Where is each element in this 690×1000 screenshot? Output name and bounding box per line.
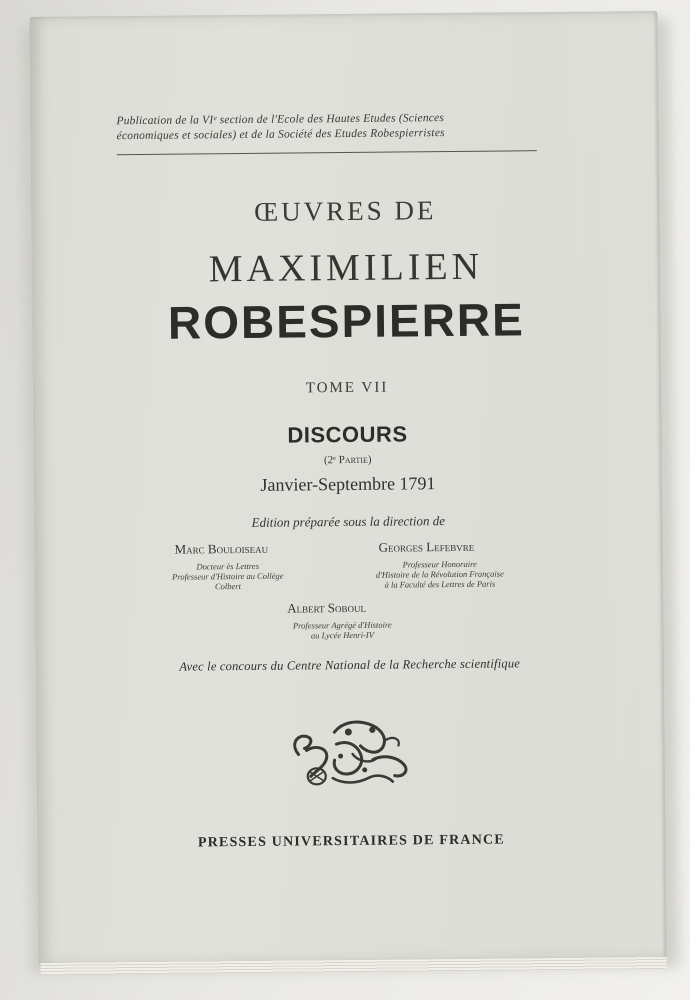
editor-name-bouloiseau: Marc Bouloiseau (174, 540, 269, 557)
publication-line-2: économiques et sociales) et de la Société des Etudes Robespierristes (116, 127, 445, 143)
cnrs-support-line: Avec le concours du Centre National de la Recherche scientifique (179, 656, 521, 674)
author-first-name: MAXIMILIEN (208, 245, 484, 291)
oeuvres-heading: ŒUVRES DE (254, 195, 437, 227)
author-last-name: ROBESPIERRE (167, 293, 526, 349)
editor-desc-line: d'Histoire de la Révolution Française (375, 568, 504, 580)
publication-note (116, 110, 536, 144)
light-glare (537, 11, 666, 960)
editor-desc-line: Professeur Agrégé d'Histoire (292, 619, 392, 631)
publisher-emblem-icon (276, 713, 427, 804)
editor-desc-soboul (257, 619, 427, 641)
cover-content (29, 11, 666, 965)
editor-desc-line: au Lycée Henri-IV (310, 629, 374, 641)
editor-name-soboul: Albert Soboul (287, 599, 367, 616)
date-range: Janvier-Septembre 1791 (260, 473, 436, 495)
publication-line-1: Publication de la VIᵉ section de l'Ecole des Hautes Etudes (Sciences (116, 112, 445, 128)
editor-desc-line: Colbert (214, 581, 241, 592)
publication-divider (117, 150, 537, 155)
editor-desc-lefebvre (335, 558, 545, 590)
editor-desc-line: Professeur Honoraire (402, 558, 477, 570)
section-title: DISCOURS (287, 421, 408, 448)
book-cover (29, 11, 666, 965)
editor-desc-line: Professeur d'Histoire au Collège (172, 570, 284, 582)
editor-desc-line: Docteur ès Lettres (196, 560, 260, 572)
part-label: (2ᵉ Partie) (323, 453, 372, 467)
publisher-name: PRESSES UNIVERSITAIRES DE FRANCE (197, 832, 505, 851)
editor-name-lefebvre: Georges Lefebvre (378, 538, 475, 555)
editor-desc-line: à la Faculté des Lettres de Paris (384, 578, 496, 590)
editor-desc-bouloiseau (143, 560, 313, 592)
volume-number: TOME VII (305, 379, 389, 397)
edition-line: Edition préparée sous la direction de (251, 513, 446, 530)
